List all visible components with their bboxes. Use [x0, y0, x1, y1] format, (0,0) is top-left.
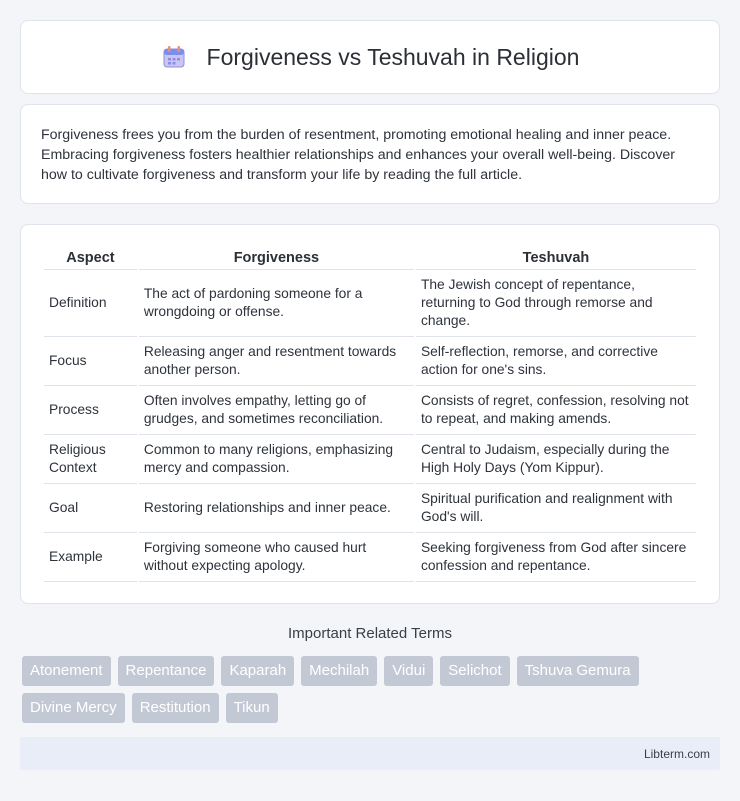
header-forgiveness: Forgiveness [139, 243, 414, 270]
table-cell-aspect: Definition [44, 270, 137, 337]
table-cell-teshuvah: Seeking forgiveness from God after sincere confession and repentance. [416, 533, 696, 582]
intro-card [20, 104, 720, 204]
header-teshuvah: Teshuvah [416, 243, 696, 270]
table-cell-teshuvah: Central to Judaism, especially during the High Holy Days (Yom Kippur). [416, 435, 696, 484]
table-row [44, 484, 696, 533]
table-row [44, 386, 696, 435]
table-cell-aspect: Process [44, 386, 137, 435]
related-term-tag[interactable]: Repentance [118, 656, 215, 686]
comparison-card [20, 224, 720, 604]
table-row [44, 533, 696, 582]
related-terms-heading: Important Related Terms [288, 625, 452, 642]
related-term-tag[interactable]: Divine Mercy [22, 693, 125, 723]
related-term-tag[interactable]: Kaparah [221, 656, 294, 686]
related-terms-list [22, 656, 722, 723]
table-cell-forgiveness: The act of pardoning someone for a wrongdoing or offense. [139, 270, 414, 337]
related-term-tag[interactable]: Tshuva Gemura [517, 656, 639, 686]
table-row [44, 337, 696, 386]
page-title: Forgiveness vs Teshuvah in Religion [206, 43, 580, 70]
table-row [44, 270, 696, 337]
table-cell-aspect: Example [44, 533, 137, 582]
related-term-tag[interactable]: Mechilah [301, 656, 377, 686]
table-cell-forgiveness: Common to many religions, emphasizing mercy and compassion. [139, 435, 414, 484]
related-term-tag[interactable]: Atonement [22, 656, 111, 686]
table-header-row [44, 243, 696, 270]
table-cell-forgiveness: Forgiving someone who caused hurt without expecting apology. [139, 533, 414, 582]
table-cell-teshuvah: Self-reflection, remorse, and corrective action for one's sins. [416, 337, 696, 386]
related-term-tag[interactable]: Tikun [226, 693, 278, 723]
footer-site-link[interactable]: Libterm.com [643, 746, 710, 761]
table-cell-aspect: Goal [44, 484, 137, 533]
table-cell-teshuvah: Consists of regret, confession, resolving not to repeat, and making amends. [416, 386, 696, 435]
related-term-tag[interactable]: Restitution [132, 693, 219, 723]
header-aspect: Aspect [44, 243, 137, 270]
table-cell-teshuvah: Spiritual purification and realignment with God's will. [416, 484, 696, 533]
table-row [44, 435, 696, 484]
title-card [20, 20, 720, 94]
footer [20, 737, 720, 770]
table-cell-aspect: Religious Context [44, 435, 137, 484]
table-cell-aspect: Focus [44, 337, 137, 386]
related-term-tag[interactable]: Vidui [384, 656, 433, 686]
table-cell-forgiveness: Restoring relationships and inner peace. [139, 484, 414, 533]
calendar-icon [161, 44, 187, 70]
table-cell-forgiveness: Often involves empathy, letting go of grudges, and sometimes reconciliation. [139, 386, 414, 435]
table-cell-teshuvah: The Jewish concept of repentance, returning to God through remorse and change. [416, 270, 696, 337]
table-cell-forgiveness: Releasing anger and resentment towards another person. [139, 337, 414, 386]
intro-text: Forgiveness frees you from the burden of resentment, promoting emotional healing and inner peace. Embracing forgiveness fosters healthier relationships and enhances your overall well-being. Discover how to cultivate forgiveness and transform your life by reading the full article. [41, 127, 676, 183]
related-term-tag[interactable]: Selichot [440, 656, 509, 686]
comparison-table [42, 243, 698, 582]
